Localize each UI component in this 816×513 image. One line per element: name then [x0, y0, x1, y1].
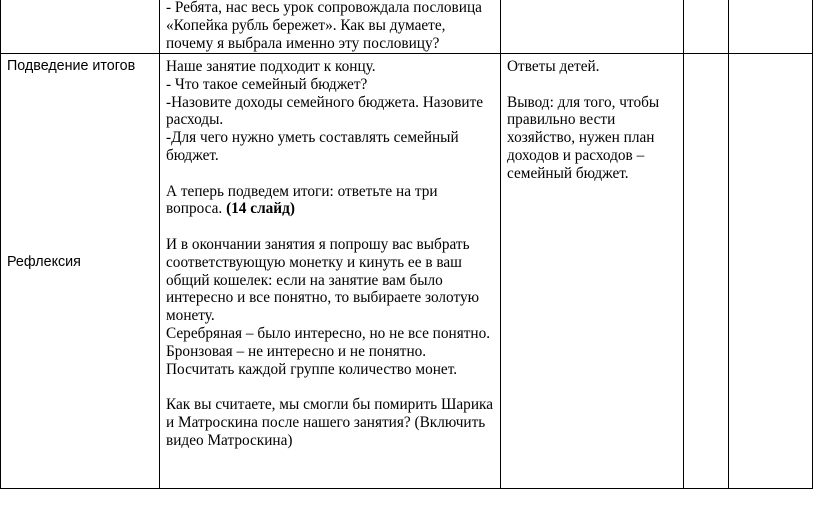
slide-reference: (14 слайд) — [226, 200, 295, 218]
teacher-line — [166, 183, 495, 219]
teacher-cell-top — [160, 0, 501, 54]
teacher-line: Как вы считаете, мы смогли бы помирить Шарика и Матроскина после нашего занятия? (Включить видео Матроскина) — [166, 396, 494, 449]
empty-cell-main-2 — [729, 54, 813, 489]
empty-cell-main-1 — [684, 54, 729, 489]
stage-cell-main — [1, 54, 160, 489]
teacher-line: - Что такое семейный бюджет? — [166, 75, 368, 93]
teacher-line: И в окончании занятия я попрошу вас выбрать соответствующую монетку и кинуть ее в ваш общий кошелек: если на занятие вам было интересно и все понятно, то выбираете золотую монету. — [166, 235, 480, 325]
students-cell-main — [501, 54, 684, 489]
teacher-line: Бронзовая – не интересно и не понятно. — [166, 342, 427, 360]
teacher-text-proverb: - Ребята, нас весь урок сопровождала пословица «Копейка рубль бережет». Как вы думаете, почему я выбрала именно эту пословицу? — [166, 0, 482, 52]
teacher-line: Наше занятие подходит к концу. — [166, 58, 376, 75]
empty-cell-top-2 — [729, 0, 813, 54]
teacher-summary-text: А теперь подведем итоги: ответьте на три вопроса. — [166, 182, 438, 218]
teacher-line: Посчитать каждой группе количество монет. — [166, 360, 458, 378]
stage-reflection-label: Рефлексия — [7, 253, 81, 270]
students-conclusion: Вывод: для того, чтобы правильно вести хозяйство, нужен план доходов и расходов – семейный бюджет. — [507, 93, 660, 182]
table-row-main — [1, 54, 813, 489]
teacher-line: -Для чего нужно уметь составлять семейный бюджет. — [166, 129, 459, 164]
stage-cell-top — [1, 0, 160, 54]
students-answers: Ответы детей. — [507, 58, 600, 75]
table-row-top — [1, 0, 813, 54]
teacher-line: Серебряная – было интересно, но не все понятно. — [166, 324, 491, 342]
students-cell-top — [501, 0, 684, 54]
teacher-line: -Назовите доходы семейного бюджета. Назовите расходы. — [166, 93, 484, 129]
empty-cell-top-1 — [684, 0, 729, 54]
stage-summary-label: Подведение итогов — [7, 58, 136, 74]
teacher-cell-main — [160, 54, 501, 489]
